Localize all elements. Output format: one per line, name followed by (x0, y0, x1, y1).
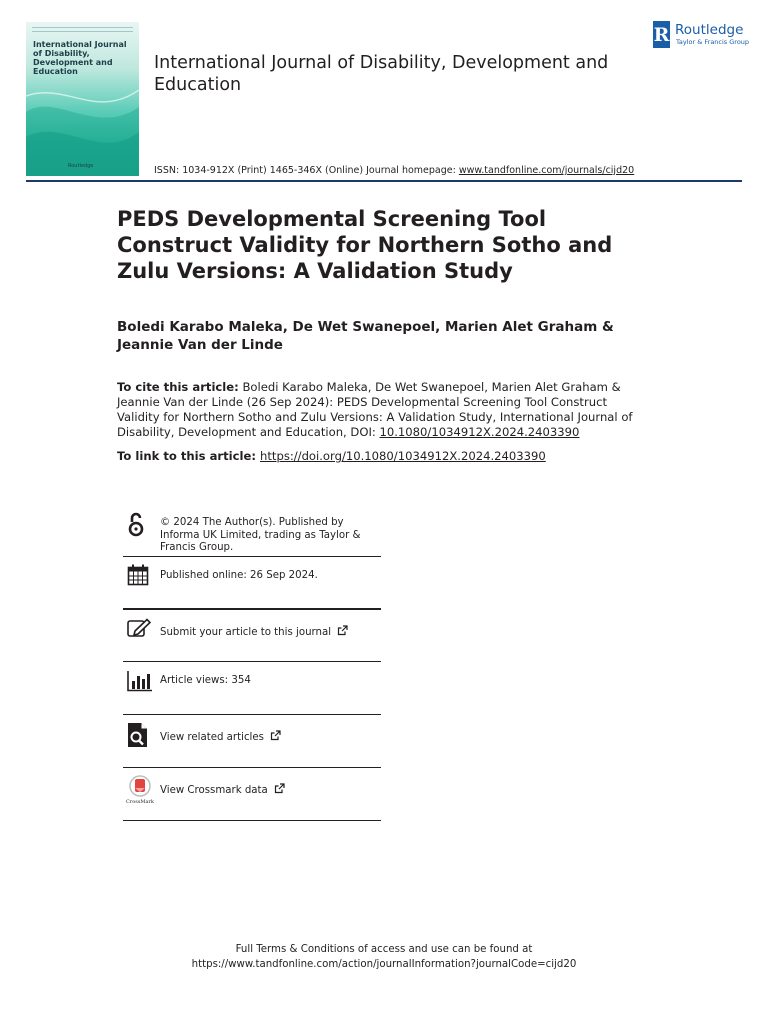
citation-label: To cite this article: (117, 380, 239, 394)
issn-text: ISSN: 1034-912X (Print) 1465-346X (Online) Journal homepage: (154, 165, 459, 176)
routledge-logo[interactable] (652, 20, 748, 50)
crossmark-icon-label: CrossMark (126, 799, 154, 805)
article-views-row (123, 670, 381, 706)
crossmark-icon (126, 775, 154, 805)
submit-article-link[interactable] (160, 625, 385, 640)
article-doi-url[interactable]: https://doi.org/10.1080/1034912X.2024.2403390 (260, 449, 546, 463)
svg-text:R: R (653, 24, 670, 46)
info-divider (123, 820, 381, 821)
related-articles-label: View related articles (160, 732, 264, 743)
crossmark-row[interactable] (123, 775, 381, 811)
journal-homepage-link[interactable]: www.tandfonline.com/journals/cijd20 (458, 165, 635, 176)
external-link-icon (270, 730, 281, 741)
terms-footer (0, 942, 768, 972)
published-date: Published online: 26 Sep 2024. (160, 570, 318, 581)
related-articles-link[interactable] (160, 730, 385, 745)
article-views: Article views: 354 (160, 675, 251, 686)
info-divider (123, 556, 381, 557)
link-label: To link to this article: (117, 449, 261, 463)
related-articles-row[interactable] (123, 722, 381, 758)
submit-article-row[interactable] (123, 618, 381, 654)
external-link-icon (274, 783, 285, 794)
routledge-r-icon (652, 20, 672, 50)
terms-footer-line1: Full Terms & Conditions of access and use can be found at (235, 944, 533, 955)
external-link-icon (337, 625, 348, 636)
issn-line (154, 165, 634, 176)
article-title: PEDS Developmental Screening Tool Construct Validity for Northern Sotho and Zulu Versions: A Validation Study (117, 207, 613, 283)
bar-chart-icon (127, 670, 153, 692)
license-text: © 2024 The Author(s). Published by Informa UK Limited, trading as Taylor & Francis Group. (160, 517, 361, 553)
logo-subtitle: Taylor & Francis Group (676, 38, 750, 46)
header-divider (26, 180, 742, 182)
submit-article-label: Submit your article to this journal (160, 627, 332, 638)
open-access-lock-icon (127, 512, 145, 538)
info-divider (123, 608, 381, 610)
crossmark-link[interactable] (160, 783, 385, 798)
cover-title: International Journal of Disability, Development and Education (33, 40, 127, 76)
cover-wave-graphic (26, 82, 139, 176)
citation-text: Boledi Karabo Maleka, De Wet Swanepoel, Marien Alet Graham & Jeannie Van der Linde (26 Sep 2024): PEDS Developmental Screening Tool Construct Validity for Northern Sotho and Zulu Versions: A Validation Study, International Journal of Disability, Development and Education, DOI: (117, 380, 633, 439)
published-row (123, 564, 381, 604)
info-divider (123, 767, 381, 768)
article-authors: Boledi Karabo Maleka, De Wet Swanepoel, Marien Alet Graham & Jeannie Van der Linde (117, 319, 614, 353)
article-link-block (117, 449, 657, 464)
journal-title: International Journal of Disability, Development and Education (154, 53, 609, 95)
logo-name: Routledge (675, 22, 744, 38)
citation-doi-link[interactable]: 10.1080/1034912X.2024.2403390 (379, 425, 580, 439)
license-row (123, 512, 381, 556)
cover-topline (32, 27, 133, 32)
journal-cover-thumbnail (26, 22, 139, 176)
info-divider (123, 661, 381, 662)
edit-icon (127, 618, 151, 638)
info-divider (123, 714, 381, 715)
crossmark-label: View Crossmark data (160, 785, 268, 796)
terms-footer-url[interactable]: https://www.tandfonline.com/action/journalInformation?journalCode=cijd20 (191, 959, 577, 970)
citation-block (117, 380, 647, 440)
search-document-icon (127, 722, 149, 748)
cover-publisher: Routledge (68, 163, 94, 169)
calendar-icon (127, 564, 149, 586)
